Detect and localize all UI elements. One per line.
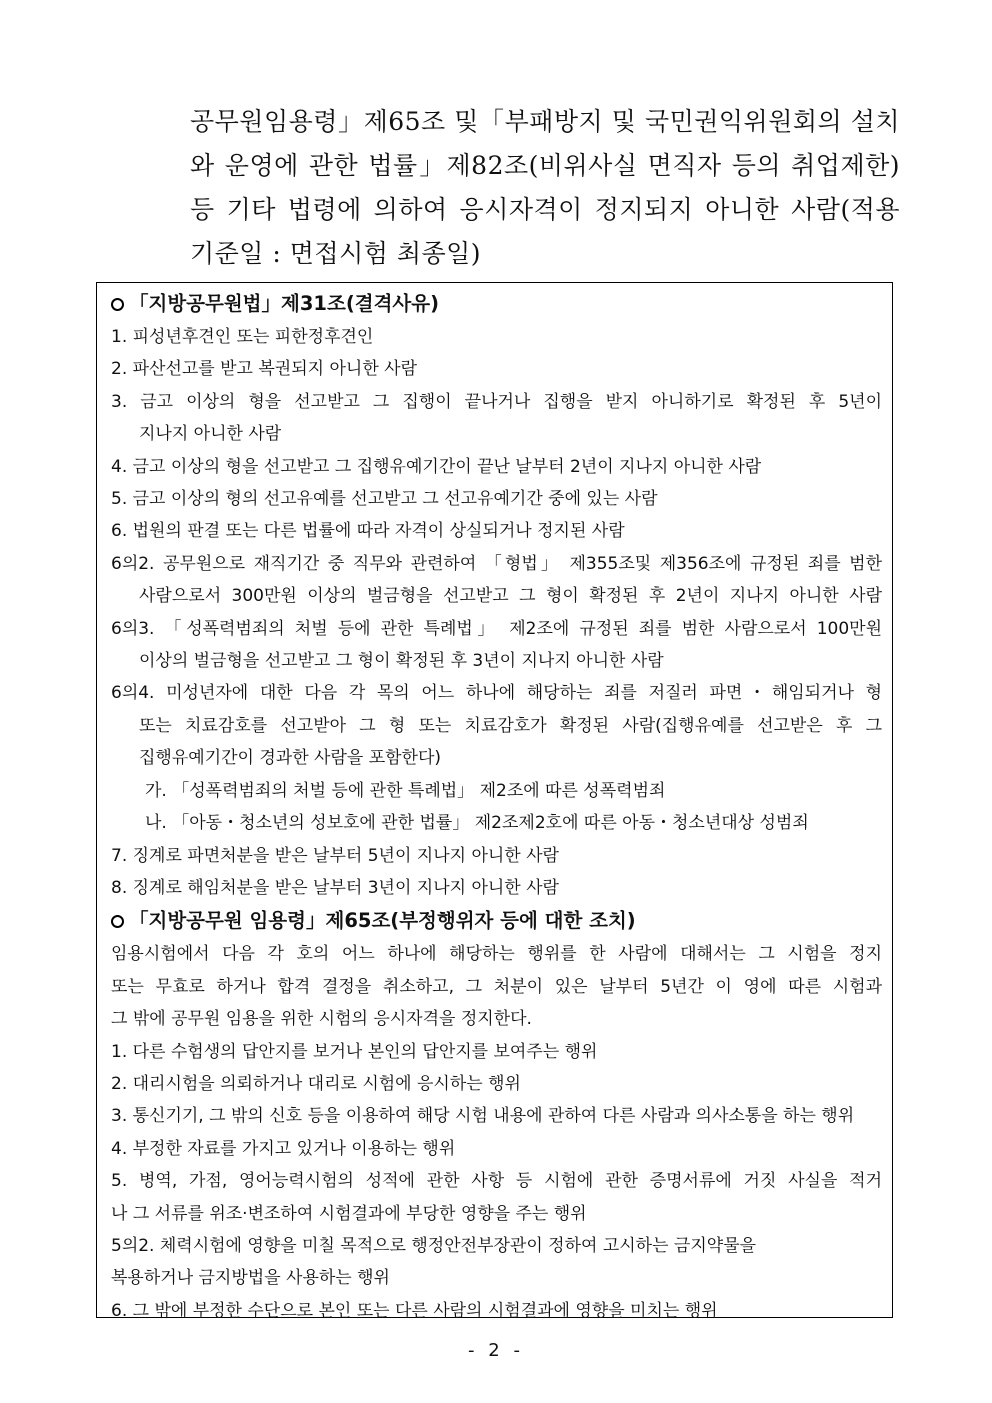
list-item-continuation: 복용하거나 금지방법을 사용하는 행위 (111, 1268, 390, 1289)
list-item: 2. 파산선고를 받고 복권되지 아니한 사람 (111, 359, 417, 380)
paragraph-line: 임용시험에서 다음 각 호의 어느 하나에 해당하는 행위를 한 사람에 대해서는 그 시험을 정지 (111, 944, 882, 965)
list-item-continuation: 또는 치료감호를 선고받아 그 형 또는 치료감호가 확정된 사람(집행유예를 선고받은 후 그 (139, 715, 882, 736)
paragraph-line: 그 밖에 공무원 임용을 위한 시험의 응시자격을 정지한다. (111, 1009, 532, 1030)
paragraph-line: 또는 무효로 하거나 합격 결정을 취소하고, 그 처분이 있은 날부터 5년간 이 영에 따른 시험과 (111, 976, 882, 997)
disqualification-box (96, 282, 893, 1321)
list-item: 6. 그 밖에 부정한 수단으로 본인 또는 다른 사람의 시험결과에 영향을 미치는 행위 (111, 1300, 718, 1321)
list-item: 5. 금고 이상의 형의 선고유예를 선고받고 그 선고유예기간 중에 있는 사람 (111, 489, 658, 510)
list-item: 1. 다른 수험생의 답안지를 보거나 본인의 답안지를 보여주는 행위 (111, 1041, 598, 1062)
list-item: 5의2. 체력시험에 영향을 미칠 목적으로 행정안전부장관이 정하여 고시하는 금지약물을 (111, 1235, 757, 1256)
list-item: 4. 금고 이상의 형을 선고받고 그 집행유예기간이 끝난 날부터 2년이 지나지 아니한 사람 (111, 456, 762, 477)
circle-bullet-icon (111, 915, 124, 928)
section-heading: 「지방공무원법」제31조(결격사유) (111, 287, 882, 321)
sub-list-item: 나. 「아동・청소년의 성보호에 관한 법률」 제2조제2호에 따른 아동・청소년대상 성범죄 (145, 813, 809, 834)
list-item-continuation: 이상의 벌금형을 선고받고 그 형이 확정된 후 3년이 지나지 아니한 사람 (139, 651, 664, 672)
list-item: 5. 병역, 가점, 영어능력시험의 성적에 관한 사항 등 시험에 관한 증명서류에 거짓 사실을 적거 (111, 1171, 882, 1192)
list-item-continuation: 나 그 서류를 위조·변조하여 시험결과에 부당한 영향을 주는 행위 (111, 1203, 587, 1224)
list-item-continuation: 지나지 아니한 사람 (139, 424, 282, 445)
list-item: 3. 금고 이상의 형을 선고받고 그 집행이 끝나거나 집행을 받지 아니하기로 확정된 후 5년이 (111, 391, 882, 412)
section-heading: 「지방공무원 임용령」제65조(부정행위자 등에 대한 조치) (111, 904, 882, 938)
list-item: 3. 통신기기, 그 밖의 신호 등을 이용하여 해당 시험 내용에 관하여 다른 사람과 의사소통을 하는 행위 (111, 1106, 855, 1127)
list-item: 7. 징계로 파면처분을 받은 날부터 5년이 지나지 아니한 사람 (111, 845, 559, 866)
list-item: 4. 부정한 자료를 가지고 있거나 이용하는 행위 (111, 1138, 456, 1159)
list-item: 2. 대리시험을 의뢰하거나 대리로 시험에 응시하는 행위 (111, 1073, 521, 1094)
list-item-continuation: 사람으로서 300만원 이상의 벌금형을 선고받고 그 형이 확정된 후 2년이 지나지 아니한 사람 (139, 586, 882, 607)
list-item: 6의4. 미성년자에 대한 다음 각 목의 어느 하나에 해당하는 죄를 저질러 파면・해임되거나 형 (111, 683, 882, 704)
circle-bullet-icon (111, 298, 124, 311)
sub-list-item: 가. 「성폭력범죄의 처벌 등에 관한 특례법」 제2조에 따른 성폭력범죄 (145, 780, 666, 801)
intro-paragraph: 공무원임용령」제65조 및「부패방지 및 국민권익위원회의 설치와 운영에 관한 법률」제82조(비위사실 면직자 등의 취업제한) 등 기타 법령에 의하여 응시자격이 정지되지 아니한 사람(적용 기준일 : 면접시험 최종일) (190, 107, 900, 268)
list-item-continuation: 집행유예기간이 경과한 사람을 포함한다) (139, 748, 442, 769)
list-item: 6의3. 「성폭력범죄의 처벌 등에 관한 특례법」 제2조에 규정된 죄를 범한 사람으로서 100만원 (111, 618, 882, 639)
list-item: 6. 법원의 판결 또는 다른 법률에 따라 자격이 상실되거나 정지된 사람 (111, 521, 625, 542)
list-item: 1. 피성년후견인 또는 피한정후견인 (111, 327, 374, 347)
list-item: 6의2. 공무원으로 재직기간 중 직무와 관련하여 「형법」 제355조및 제356조에 규정된 죄를 범한 (111, 553, 882, 574)
list-item: 8. 징계로 해임처분을 받은 날부터 3년이 지나지 아니한 사람 (111, 877, 559, 898)
page-number: - 2 - (468, 1340, 524, 1361)
